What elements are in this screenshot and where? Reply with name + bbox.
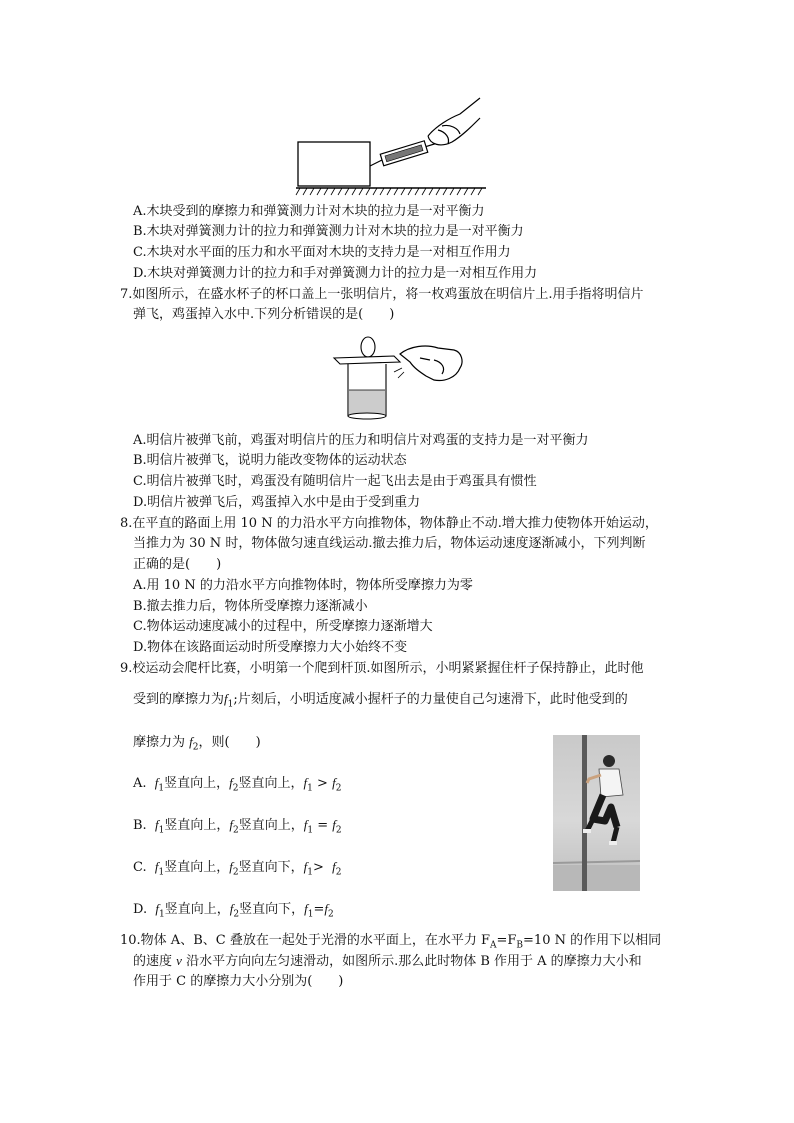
q8-option-c: C.物体运动速度减小的过程中，所受摩擦力逐渐增大 <box>133 619 433 634</box>
pole-climbing-photo <box>553 735 640 891</box>
q7-option-c: C.明信片被弹飞时，鸡蛋没有随明信片一起飞出去是由于鸡蛋具有惯性 <box>133 474 537 489</box>
q10-stem-line3: 作用于 C 的摩擦力大小分别为( ) <box>133 974 344 989</box>
q8-stem-line2: 当推力为 30 N 时，物体做匀速直线运动.撤去推力后，物体运动速度逐渐减小，下列判断 <box>133 536 646 551</box>
finger-flick-icon <box>400 346 462 381</box>
q7-option-d: D.明信片被弹飞后，鸡蛋掉入水中是由于受到重力 <box>133 495 421 510</box>
q8-option-b: B.撤去推力后，物体所受摩擦力逐渐减小 <box>133 599 368 614</box>
pole <box>582 735 587 891</box>
q8-stem-line3: 正确的是( ) <box>133 557 222 572</box>
water-cup <box>348 364 386 419</box>
q7-stem-line2: 弹飞，鸡蛋掉入水中.下列分析错误的是( ) <box>133 307 395 322</box>
postcard <box>334 356 400 364</box>
q6-option-c: C.木块对水平面的压力和水平面对木块的支持力是一对相互作用力 <box>133 245 511 260</box>
block-spring-scale-figure <box>290 96 490 200</box>
q6-option-a: A.木块受到的摩擦力和弹簧测力计对木块的拉力是一对平衡力 <box>133 204 485 219</box>
q7-stem-line1: 7.如图所示，在盛水杯子的杯口盖上一张明信片，将一枚鸡蛋放在明信片上.用手指将明信片 <box>120 287 644 302</box>
q8-option-a: A.用 10 N 的力沿水平方向推物体时，物体所受摩擦力为零 <box>133 578 473 593</box>
wood-block <box>298 142 370 186</box>
q9-stem-line2: 受到的摩擦力为$f_1$;片刻后，小明适度减小握杆子的力量使自己匀速滑下，此时他受到的 <box>133 691 628 710</box>
q9-option-b: B. $f_1$竖直向上，$f_2$竖直向上，$f_1 = f_2$ <box>133 817 342 836</box>
q9-stem-line1: 9.校运动会爬杆比赛，小明第一个爬到杆顶.如图所示，小明紧紧握住杆子保持静止，此时他 <box>120 661 644 676</box>
q6-option-b: B.木块对弹簧测力计的拉力和弹簧测力计对木块的拉力是一对平衡力 <box>133 224 524 239</box>
q10-stem-line2: 的速度 v 沿水平方向向左匀速滑动，如图所示.那么此时物体 B 作用于 A 的摩擦力大小和 <box>133 953 642 969</box>
spring-scale <box>380 138 437 166</box>
q8-stem-line1: 8.在平直的路面上用 10 N 的力沿水平方向推物体，物体静止不动.增大推力使物体开始运动， <box>120 516 658 531</box>
q9-option-c: C. $f_1$竖直向上，$f_2$竖直向下，$f_1> f_2$ <box>133 859 342 878</box>
q9-option-a: A. $f_1$竖直向上，$f_2$竖直向上，$f_1 > f_2$ <box>133 775 342 794</box>
climber-icon <box>583 755 623 845</box>
hand-icon <box>428 98 480 145</box>
q10-stem-line1: 10.物体 A、B、C 叠放在一起处于光滑的水平面上，在水平力 $F_A=F_B=10$ N 的作用下以相同 <box>120 933 662 951</box>
q6-option-d: D.木块对弹簧测力计的拉力和手对弹簧测力计的拉力是一对相互作用力 <box>133 266 538 281</box>
egg-icon <box>361 337 375 357</box>
egg-card-cup-figure <box>330 332 466 422</box>
q9-option-d: D. $f_1$竖直向上，$f_2$竖直向下，$f_1=f_2$ <box>133 901 334 920</box>
q9-stem-line3: 摩擦力为 $f_2$，则( ) <box>133 734 261 753</box>
q7-option-a: A.明信片被弹飞前，鸡蛋对明信片的压力和明信片对鸡蛋的支持力是一对平衡力 <box>133 433 589 448</box>
q8-option-d: D.物体在该路面运动时所受摩擦力大小始终不变 <box>133 640 408 655</box>
q7-option-b: B.明信片被弹飞，说明力能改变物体的运动状态 <box>133 453 407 468</box>
